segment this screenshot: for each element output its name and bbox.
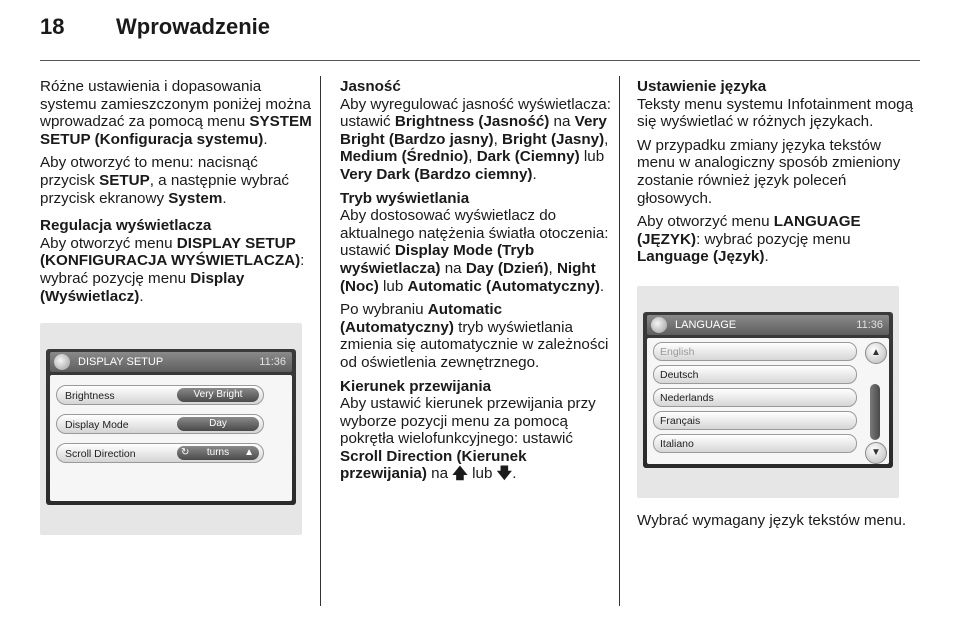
list-item: Italiano	[653, 434, 857, 453]
screen-clock: 11:36	[259, 356, 286, 369]
arrow-up-icon: 🡅	[452, 465, 468, 483]
display-mode-row: Display Mode Day	[56, 414, 264, 434]
screen-title-bar	[647, 315, 889, 335]
column-3	[637, 78, 917, 536]
list-item: Nederlands	[653, 388, 857, 407]
header-rule	[40, 60, 920, 61]
screen-clock: 11:36	[856, 318, 883, 331]
column-divider	[320, 76, 321, 606]
list-item: Français	[653, 411, 857, 430]
home-icon	[651, 317, 667, 333]
language-paragraph-1: Teksty menu systemu Infotainment mogą się wyświetlać w różnych językach.	[637, 95, 914, 131]
scroll-up-icon: ▲	[865, 342, 887, 364]
rotate-icon: ↻	[181, 447, 190, 459]
mode-paragraph: Aby dostosować wyświetlacz do aktualnego natężenia światła otoczenia: ustawić Display Mode (Tryb wyświetlacza) na Day (Dzień), Night (Noc) lub Automatic (Automatyczny).	[340, 207, 609, 295]
screen-title: LANGUAGE	[675, 318, 737, 331]
brightness-value: Very Bright	[177, 388, 259, 402]
screen-title-bar	[50, 352, 292, 372]
arrow-up-icon: ▲	[244, 447, 254, 459]
section-heading-scroll: Kierunek przewijania	[340, 377, 492, 395]
automatic-paragraph: Po wybraniu Automatic (Automatyczny) tryb wyświetlania zmienia się automatycznie w zależności od oświetlenia zewnętrznego.	[340, 301, 609, 371]
home-icon	[54, 354, 70, 370]
section-heading-brightness: Jasność	[340, 78, 401, 95]
display-setup-screen	[46, 349, 296, 505]
screen-body	[647, 338, 889, 464]
intro-paragraph: Różne ustawienia i dopasowania systemu zamieszczonym poniżej można wprowadzać za pomocą menu SYSTEM SETUP (Konfiguracja systemu).	[40, 78, 312, 148]
column-2	[340, 78, 612, 489]
page-title: Wprowadzenie	[116, 14, 271, 39]
page-number: 18	[40, 14, 65, 39]
column-1	[40, 78, 312, 535]
language-paragraph-4: Wybrać wymagany język tekstów menu.	[637, 511, 907, 529]
arrow-down-icon: 🡇	[496, 465, 513, 483]
display-mode-value: Day	[177, 417, 259, 431]
display-paragraph: Aby otworzyć menu DISPLAY SETUP (KONFIGURACJA WYŚWIETLACZA): wybrać pozycję menu Display (Wyświetlacz).	[40, 234, 305, 305]
section-heading-language: Ustawienie języka	[637, 78, 767, 95]
brightness-paragraph: Aby wyregulować jasność wyświetlacza: ustawić Brightness (Jasność) na Very Bright (Bardzo jasny), Bright (Jasny), Medium (Średnio), Dark (Ciemny) lub Very Dark (Bardzo ciemny).	[340, 95, 611, 183]
language-paragraph-3: Aby otworzyć menu LANGUAGE (JĘZYK): wybrać pozycję menu Language (Język).	[637, 213, 861, 266]
scrollbar-track	[870, 384, 880, 440]
list-item: English	[653, 342, 857, 361]
scroll-paragraph: Aby ustawić kierunek przewijania przy wyborze pozycji menu za pomocą pokrętła wielofunkcyjnego: ustawić Scroll Direction (Kierunek przewijania) na 🡅 lub 🡇.	[340, 395, 596, 483]
column-divider	[619, 76, 620, 606]
scroll-direction-value: ↻ turns ▲	[177, 446, 259, 460]
screen-body	[50, 375, 292, 501]
language-screenshot	[637, 286, 899, 498]
display-setup-screenshot	[40, 323, 302, 535]
scroll-direction-row: Scroll Direction ↻ turns ▲	[56, 443, 264, 463]
section-heading-display: Regulacja wyświetlacza	[40, 217, 212, 235]
section-heading-mode: Tryb wyświetlania	[340, 189, 470, 207]
brightness-row: Brightness Very Bright	[56, 385, 264, 405]
page-header	[40, 14, 270, 40]
scroll-down-icon: ▼	[865, 442, 887, 464]
list-item: Deutsch	[653, 365, 857, 384]
language-screen	[643, 312, 893, 468]
setup-paragraph: Aby otworzyć to menu: nacisnąć przycisk SETUP, a następnie wybrać przycisk ekranowy System.	[40, 154, 290, 207]
language-paragraph-2: W przypadku zmiany języka tekstów menu w analogiczny sposób zmieniony zostanie również język poleceń głosowych.	[637, 136, 901, 207]
screen-title: DISPLAY SETUP	[78, 356, 164, 369]
